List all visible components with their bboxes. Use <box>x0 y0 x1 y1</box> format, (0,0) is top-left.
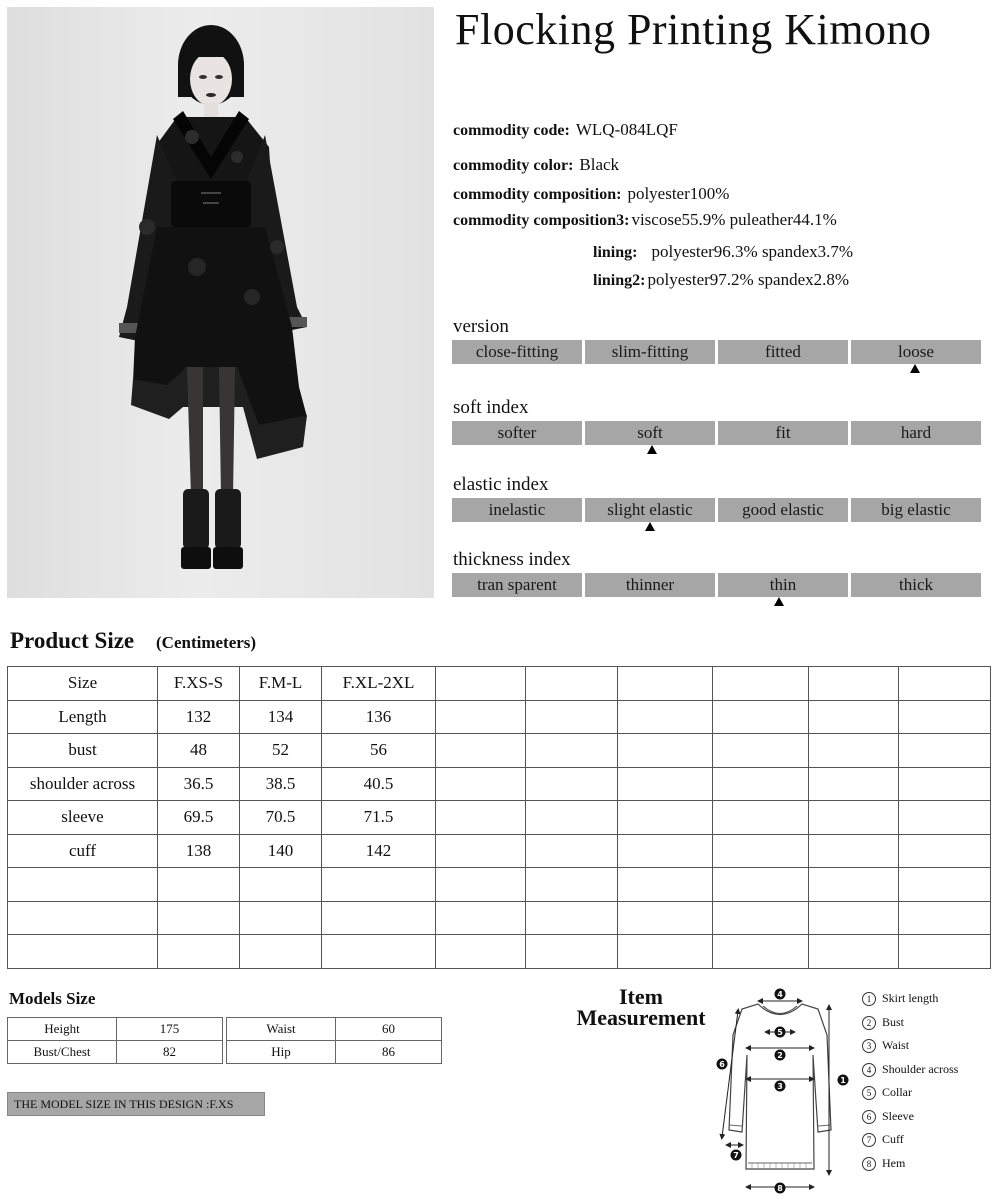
table-cell <box>436 801 526 835</box>
table-cell <box>618 734 713 768</box>
table-row <box>8 901 991 935</box>
spec-lining <box>593 242 853 262</box>
table-cell <box>713 901 809 935</box>
legend-label: Waist <box>882 1038 910 1052</box>
spec-lining-value: polyester96.3% spandex3.7% <box>651 242 854 261</box>
table-cell: 40.5 <box>322 767 436 801</box>
spec-color-value: Black <box>579 155 620 174</box>
table-header-cell: F.XL-2XL <box>322 667 436 701</box>
table-cell <box>526 868 618 902</box>
table-cell <box>713 834 809 868</box>
table-cell <box>809 935 899 969</box>
legend-label: Hem <box>882 1155 906 1170</box>
table-header-cell <box>809 667 899 701</box>
spec-code-value: WLQ-084LQF <box>575 120 678 139</box>
table-cell <box>899 868 991 902</box>
table-cell <box>8 901 158 935</box>
spec-lining-label: lining: <box>593 244 638 261</box>
soft-index-option: softer <box>452 421 582 445</box>
table-header-cell: F.M-L <box>240 667 322 701</box>
legend-item <box>862 1085 912 1100</box>
model-measure-label: Bust/Chest <box>8 1041 117 1064</box>
svg-text:1: 1 <box>840 1076 846 1085</box>
table-cell <box>713 767 809 801</box>
svg-text:4: 4 <box>777 990 783 999</box>
table-cell <box>526 767 618 801</box>
elastic-index-option: inelastic <box>452 498 582 522</box>
elastic-index-label: elastic index <box>453 474 549 495</box>
table-cell: 140 <box>240 834 322 868</box>
legend-number-icon: 3 <box>862 1039 876 1053</box>
svg-text:2: 2 <box>777 1051 783 1060</box>
table-cell: 52 <box>240 734 322 768</box>
table-cell <box>618 801 713 835</box>
table-cell <box>809 834 899 868</box>
table-cell <box>713 801 809 835</box>
legend-number-icon: 2 <box>862 1016 876 1030</box>
table-cell <box>618 935 713 969</box>
spec-composition3-label: commodity composition3: <box>453 212 630 229</box>
legend-label: Collar <box>882 1085 912 1099</box>
thickness-index-option: thick <box>851 573 981 597</box>
table-cell <box>436 834 526 868</box>
model-measure-label: Hip <box>227 1041 336 1064</box>
table-header-cell <box>436 667 526 701</box>
soft-index-option: soft <box>585 421 715 445</box>
product-photo <box>7 7 434 598</box>
thickness-index-option: thinner <box>585 573 715 597</box>
version-option: fitted <box>718 340 848 364</box>
model-measure-value: 60 <box>336 1018 442 1041</box>
table-cell: 142 <box>322 834 436 868</box>
version-option: close-fitting <box>452 340 582 364</box>
table-cell: 132 <box>158 700 240 734</box>
table-row <box>227 1041 442 1064</box>
legend-number-icon: 6 <box>862 1110 876 1124</box>
table-row <box>8 801 991 835</box>
table-cell <box>899 834 991 868</box>
table-cell <box>809 868 899 902</box>
legend-item <box>862 1132 904 1147</box>
table-cell <box>158 935 240 969</box>
table-cell <box>526 901 618 935</box>
legend-number-icon: 7 <box>862 1133 876 1147</box>
spec-composition <box>453 184 729 204</box>
model-measure-value: 86 <box>336 1041 442 1064</box>
table-cell <box>436 767 526 801</box>
table-cell <box>618 700 713 734</box>
legend-label: Bust <box>882 1014 905 1029</box>
thickness-index-scale <box>452 573 982 597</box>
soft-index-selected-marker <box>647 445 657 454</box>
table-cell <box>899 935 991 969</box>
table-cell <box>436 901 526 935</box>
legend-item <box>862 1038 909 1053</box>
legend-number-icon: 8 <box>862 1157 876 1171</box>
table-cell <box>322 868 436 902</box>
table-cell <box>240 868 322 902</box>
spec-composition3-value: viscose55.9% puleather44.1% <box>631 210 837 229</box>
table-header-cell: F.XS-S <box>158 667 240 701</box>
table-cell <box>618 868 713 902</box>
table-cell <box>436 734 526 768</box>
spec-lining2-label: lining2: <box>593 272 646 289</box>
legend-label: Shoulder across <box>882 1061 959 1076</box>
table-cell <box>713 700 809 734</box>
table-row <box>8 868 991 902</box>
table-cell <box>526 801 618 835</box>
model-size-note: THE MODEL SIZE IN THIS DESIGN :F.XS <box>7 1092 265 1116</box>
svg-text:5: 5 <box>777 1028 783 1037</box>
models-size-table-left <box>7 1017 223 1064</box>
version-option: slim-fitting <box>585 340 715 364</box>
thickness-index-option: tran sparent <box>452 573 582 597</box>
legend-label: Skirt length <box>882 991 939 1005</box>
elastic-index-selected-marker <box>645 522 655 531</box>
models-size-table-right <box>226 1017 442 1064</box>
legend-label: Cuff <box>882 1132 904 1146</box>
product-size-table <box>7 666 991 969</box>
table-cell <box>8 935 158 969</box>
table-cell: 70.5 <box>240 801 322 835</box>
table-row <box>8 834 991 868</box>
table-cell <box>618 834 713 868</box>
version-option: loose <box>851 340 981 364</box>
svg-text:6: 6 <box>719 1060 725 1069</box>
item-measurement-title-line1: Item <box>619 984 663 1009</box>
spec-color <box>453 155 619 175</box>
table-cell <box>618 767 713 801</box>
table-cell <box>899 801 991 835</box>
table-header-cell <box>899 667 991 701</box>
table-header-cell <box>618 667 713 701</box>
table-row <box>8 935 991 969</box>
table-cell <box>436 700 526 734</box>
product-size-unit: (Centimeters) <box>156 633 257 652</box>
table-row <box>227 1018 442 1041</box>
thickness-index-option: thin <box>718 573 848 597</box>
table-cell: cuff <box>8 834 158 868</box>
model-measure-label: Waist <box>227 1018 336 1041</box>
table-cell <box>713 868 809 902</box>
table-header-cell: Size <box>8 667 158 701</box>
table-cell: 134 <box>240 700 322 734</box>
soft-index-option: hard <box>851 421 981 445</box>
table-cell: Length <box>8 700 158 734</box>
spec-code-label: commodity code: <box>453 122 570 139</box>
model-measure-value: 82 <box>117 1041 223 1064</box>
svg-text:7: 7 <box>733 1151 739 1160</box>
table-cell <box>322 935 436 969</box>
legend-item <box>862 1109 914 1124</box>
product-title: Flocking Printing Kimono <box>455 5 932 54</box>
legend-number-icon: 5 <box>862 1086 876 1100</box>
table-header-row <box>8 667 991 701</box>
table-cell <box>713 935 809 969</box>
table-cell <box>158 901 240 935</box>
table-cell <box>322 901 436 935</box>
table-header-cell <box>526 667 618 701</box>
elastic-index-option: good elastic <box>718 498 848 522</box>
table-cell: 136 <box>322 700 436 734</box>
garment-outline-icon <box>710 985 860 1195</box>
table-cell <box>899 767 991 801</box>
elastic-index-option: slight elastic <box>585 498 715 522</box>
table-cell <box>713 734 809 768</box>
item-measurement-title-line2: Measurement <box>576 1005 706 1030</box>
legend-number-icon: 4 <box>862 1063 876 1077</box>
svg-text:8: 8 <box>777 1184 783 1193</box>
table-cell <box>899 700 991 734</box>
item-measurement-title <box>560 986 722 1028</box>
table-row <box>8 1018 223 1041</box>
spec-color-label: commodity color: <box>453 157 574 174</box>
soft-index-label: soft index <box>453 397 529 418</box>
elastic-index-option: big elastic <box>851 498 981 522</box>
table-cell <box>899 901 991 935</box>
table-cell <box>240 935 322 969</box>
models-size-title: Models Size <box>9 989 96 1008</box>
table-cell <box>240 901 322 935</box>
soft-index-option: fit <box>718 421 848 445</box>
elastic-index-scale <box>452 498 982 522</box>
table-cell: 38.5 <box>240 767 322 801</box>
table-cell: bust <box>8 734 158 768</box>
table-cell <box>436 868 526 902</box>
table-row <box>8 1041 223 1064</box>
table-cell: 71.5 <box>322 801 436 835</box>
table-cell: 138 <box>158 834 240 868</box>
legend-item <box>862 991 938 1006</box>
model-figure <box>7 7 434 598</box>
table-cell: sleeve <box>8 801 158 835</box>
legend-label: Sleeve <box>882 1108 914 1123</box>
table-cell <box>526 700 618 734</box>
table-cell <box>899 734 991 768</box>
table-row <box>8 734 991 768</box>
spec-lining2-value: polyester97.2% spandex2.8% <box>647 270 850 289</box>
table-header-cell <box>713 667 809 701</box>
garment-measurement-diagram <box>710 985 860 1195</box>
thickness-index-label: thickness index <box>453 549 571 570</box>
version-label: version <box>453 316 509 337</box>
product-size-title: Product Size <box>10 628 135 653</box>
table-cell <box>8 868 158 902</box>
table-cell <box>809 734 899 768</box>
table-cell <box>436 935 526 969</box>
spec-composition3 <box>453 210 837 230</box>
table-cell <box>809 901 899 935</box>
legend-item <box>862 1062 958 1077</box>
table-cell <box>809 767 899 801</box>
model-measure-value: 175 <box>117 1018 223 1041</box>
table-cell: 69.5 <box>158 801 240 835</box>
version-scale <box>452 340 982 364</box>
soft-index-scale <box>452 421 982 445</box>
table-cell <box>526 935 618 969</box>
table-cell <box>809 700 899 734</box>
table-cell <box>526 834 618 868</box>
table-cell <box>809 801 899 835</box>
legend-item <box>862 1156 905 1171</box>
spec-code <box>453 120 678 140</box>
legend-number-icon: 1 <box>862 992 876 1006</box>
table-cell: 56 <box>322 734 436 768</box>
version-selected-marker <box>910 364 920 373</box>
thickness-index-selected-marker <box>774 597 784 606</box>
table-row <box>8 700 991 734</box>
table-row <box>8 767 991 801</box>
legend-item <box>862 1015 904 1030</box>
table-cell: shoulder across <box>8 767 158 801</box>
spec-composition-label: commodity composition: <box>453 186 622 203</box>
table-cell: 48 <box>158 734 240 768</box>
spec-lining2 <box>593 270 849 290</box>
svg-text:3: 3 <box>777 1082 783 1091</box>
table-cell <box>618 901 713 935</box>
table-cell <box>158 868 240 902</box>
spec-composition-value: polyester100% <box>627 184 730 203</box>
table-cell: 36.5 <box>158 767 240 801</box>
model-measure-label: Height <box>8 1018 117 1041</box>
table-cell <box>526 734 618 768</box>
